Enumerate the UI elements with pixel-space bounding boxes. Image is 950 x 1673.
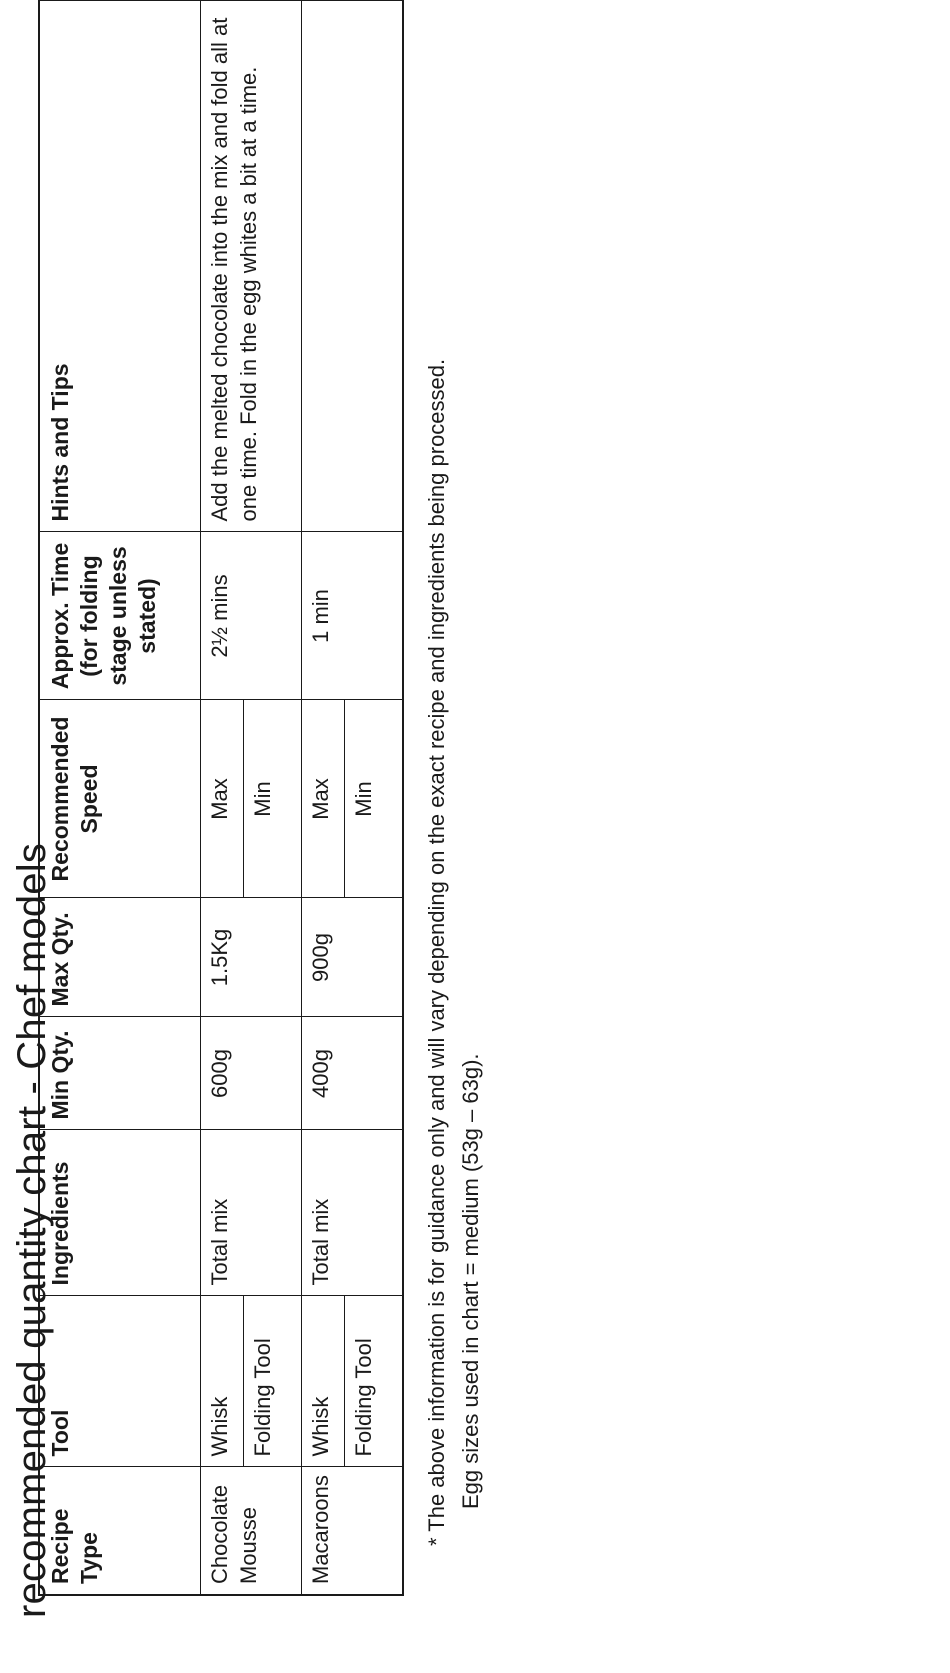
header-ingredients: Ingredients <box>39 1130 201 1296</box>
cell-ingredients: Total mix <box>201 1130 302 1296</box>
cell-approx-time: 2½ mins <box>201 532 302 700</box>
cell-speed: Max <box>301 700 344 898</box>
cell-tool: Folding Tool <box>344 1296 403 1467</box>
header-approx-time: Approx. Time (for folding stage unless stated) <box>39 532 201 700</box>
cell-hints: Add the melted chocolate into the mix and fold all at one time. Fold in the egg whites a bit at a time. <box>201 0 302 532</box>
cell-speed: Min <box>344 700 403 898</box>
cell-min-qty: 400g <box>301 1017 403 1130</box>
header-max-qty: Max Qty. <box>39 898 201 1017</box>
cell-hints <box>301 0 403 532</box>
cell-approx-time: 1 min <box>301 532 403 700</box>
table-row <box>201 0 244 1595</box>
header-min-qty: Min Qty. <box>39 1017 201 1130</box>
header-recommended-speed: Recommended Speed <box>39 700 201 898</box>
cell-min-qty: 600g <box>201 1017 302 1130</box>
cell-speed: Max <box>201 700 244 898</box>
quantity-chart-table <box>38 0 404 1596</box>
cell-speed: Min <box>244 700 302 898</box>
cell-tool: Whisk <box>201 1296 244 1467</box>
footnote-guidance: * The above information is for guidance only and will vary depending on the exact recipe and ingredients being processed. <box>424 358 449 1546</box>
cell-recipe-type: Chocolate Mousse <box>201 1467 302 1595</box>
cell-ingredients: Total mix <box>301 1130 403 1296</box>
footnote-egg-sizes: Egg sizes used in chart = medium (53g – 63g). <box>458 1053 483 1509</box>
cell-max-qty: 1.5Kg <box>201 898 302 1017</box>
header-tool: Tool <box>39 1296 201 1467</box>
page-title: recommended quantity chart - Chef models <box>10 842 54 1618</box>
cell-recipe-type: Macaroons <box>301 1467 403 1595</box>
footnote <box>420 359 488 1546</box>
cell-max-qty: 900g <box>301 898 403 1017</box>
header-recipe-type: Recipe Type <box>39 1467 201 1595</box>
table-header-row <box>39 0 201 1595</box>
header-hints-and-tips: Hints and Tips <box>39 0 201 532</box>
table-row <box>301 0 344 1595</box>
cell-tool: Whisk <box>301 1296 344 1467</box>
cell-tool: Folding Tool <box>244 1296 302 1467</box>
